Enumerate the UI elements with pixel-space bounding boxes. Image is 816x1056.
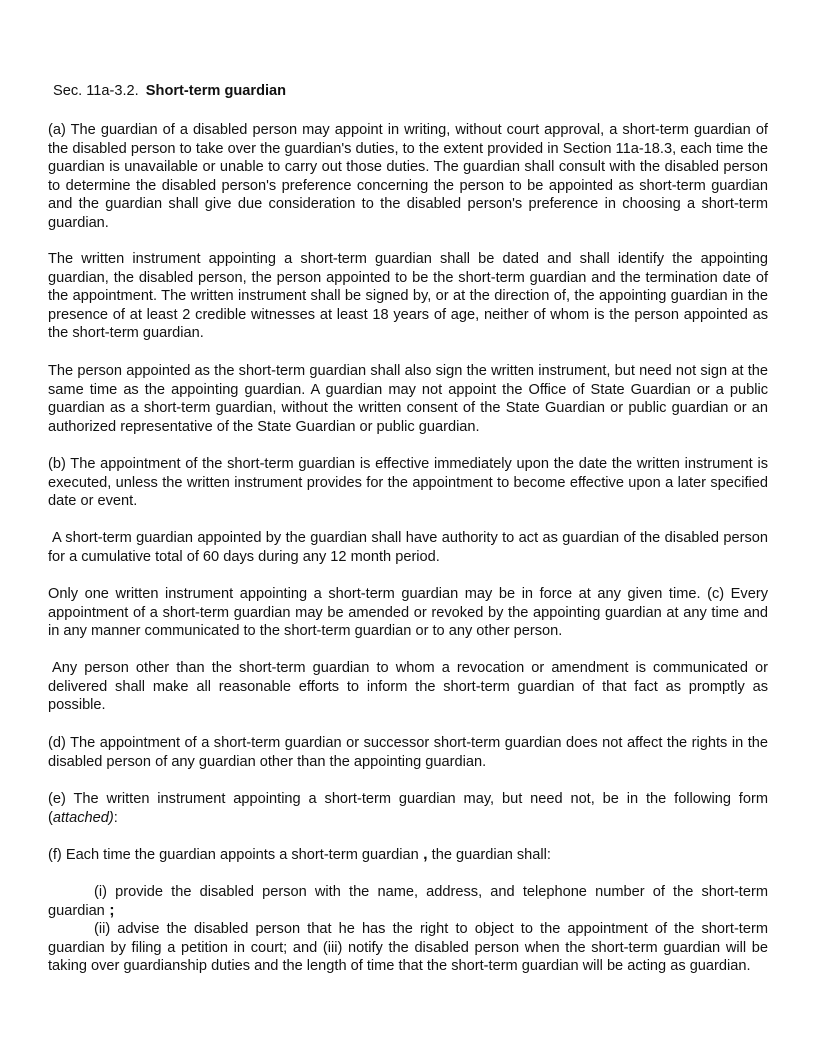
paragraph-e-attached: attached) — [52, 809, 114, 826]
paragraph-e-end: : — [113, 809, 118, 826]
item-i-text: (i) provide the disabled person with the name, address, and telephone number of the short-term guardian — [48, 884, 768, 919]
section-heading — [53, 82, 286, 101]
paragraph-f-text: (f) Each time the guardian appoints a short-term guardian — [48, 847, 419, 863]
item-i — [48, 883, 768, 920]
item-i-mark: ; — [104, 901, 115, 919]
section-title: Short-term guardian — [145, 83, 287, 99]
item-ii — [48, 920, 768, 976]
paragraph-authority: A short-term guardian appointed by the guardian shall have authority to act as guardian of the disabled person for a cumulative total of 60 days during any 12 month period. — [48, 530, 768, 565]
paragraph-e — [48, 790, 768, 827]
paragraph-f — [48, 846, 768, 865]
paragraph-a: (a) The guardian of a disabled person may appoint in writing, without court approval, a short-term guardian of the disabled person to take over the guardian's duties, to the extent provided in Section 11a-18.3, each time the guardian is unavailable or unable to carry out those duties. The guardian shall consult with the disabled person to determine the disabled person's preference concerning the person to be appointed as short-term guardian and the guardian shall give due consideration to the disabled person's preference in choosing a short-term guardian. — [48, 122, 768, 231]
paragraph-e-text: (e) The written instrument appointing a short-term guardian may, but need not, be in the following form ( — [48, 791, 768, 826]
paragraph-b: (b) The appointment of the short-term guardian is effective immediately upon the date the written instrument is executed, unless the written instrument provides for the appointment to become effective upon a later specified date or event. — [48, 456, 768, 510]
paragraph-signature: The person appointed as the short-term guardian shall also sign the written instrument, but need not sign at the same time as the appointing guardian. A guardian may not appoint the Office of State Guardian or a public guardian as a short-term guardian, without the written consent of the State Guardian or public guardian or an authorized representative of the State Guardian or public guardian. — [48, 363, 768, 435]
item-ii-text: (ii) advise the disabled person that he has the right to object to the appointment of the short-term guardian by filing a petition in court; and (iii) notify the disabled person when the short-term guardian will be taking over guardianship duties and the length of time that the short-term guardian will be acting as guardian. — [48, 921, 768, 975]
paragraph-f-mark: , — [418, 846, 428, 863]
paragraph-revocation: Any person other than the short-term guardian to whom a revocation or amendment is communicated or delivered shall make all reasonable efforts to inform the short-term guardian of that fact as promptly as possible. — [48, 660, 768, 714]
section-number: Sec. 11a-3.2. — [53, 83, 139, 99]
paragraph-instrument: The written instrument appointing a short-term guardian shall be dated and shall identify the appointing guardian, the disabled person, the person appointed to be the short-term guardian and the termination date of the appointment. The written instrument shall be signed by, or at the direction of, the appointing guardian in the presence of at least 2 credible witnesses at least 18 years of age, neither of whom is the person appointed as the short-term guardian. — [48, 251, 768, 342]
paragraph-f-end: the guardian shall: — [427, 847, 551, 863]
paragraph-d: (d) The appointment of a short-term guardian or successor short-term guardian does not affect the rights in the disabled person of any guardian other than the appointing guardian. — [48, 735, 768, 770]
paragraph-c: Only one written instrument appointing a short-term guardian may be in force at any given time. (c) Every appointment of a short-term guardian may be amended or revoked by the appointing guardian at any time and in any manner communicated to the short-term guardian or to any other person. — [48, 586, 768, 640]
